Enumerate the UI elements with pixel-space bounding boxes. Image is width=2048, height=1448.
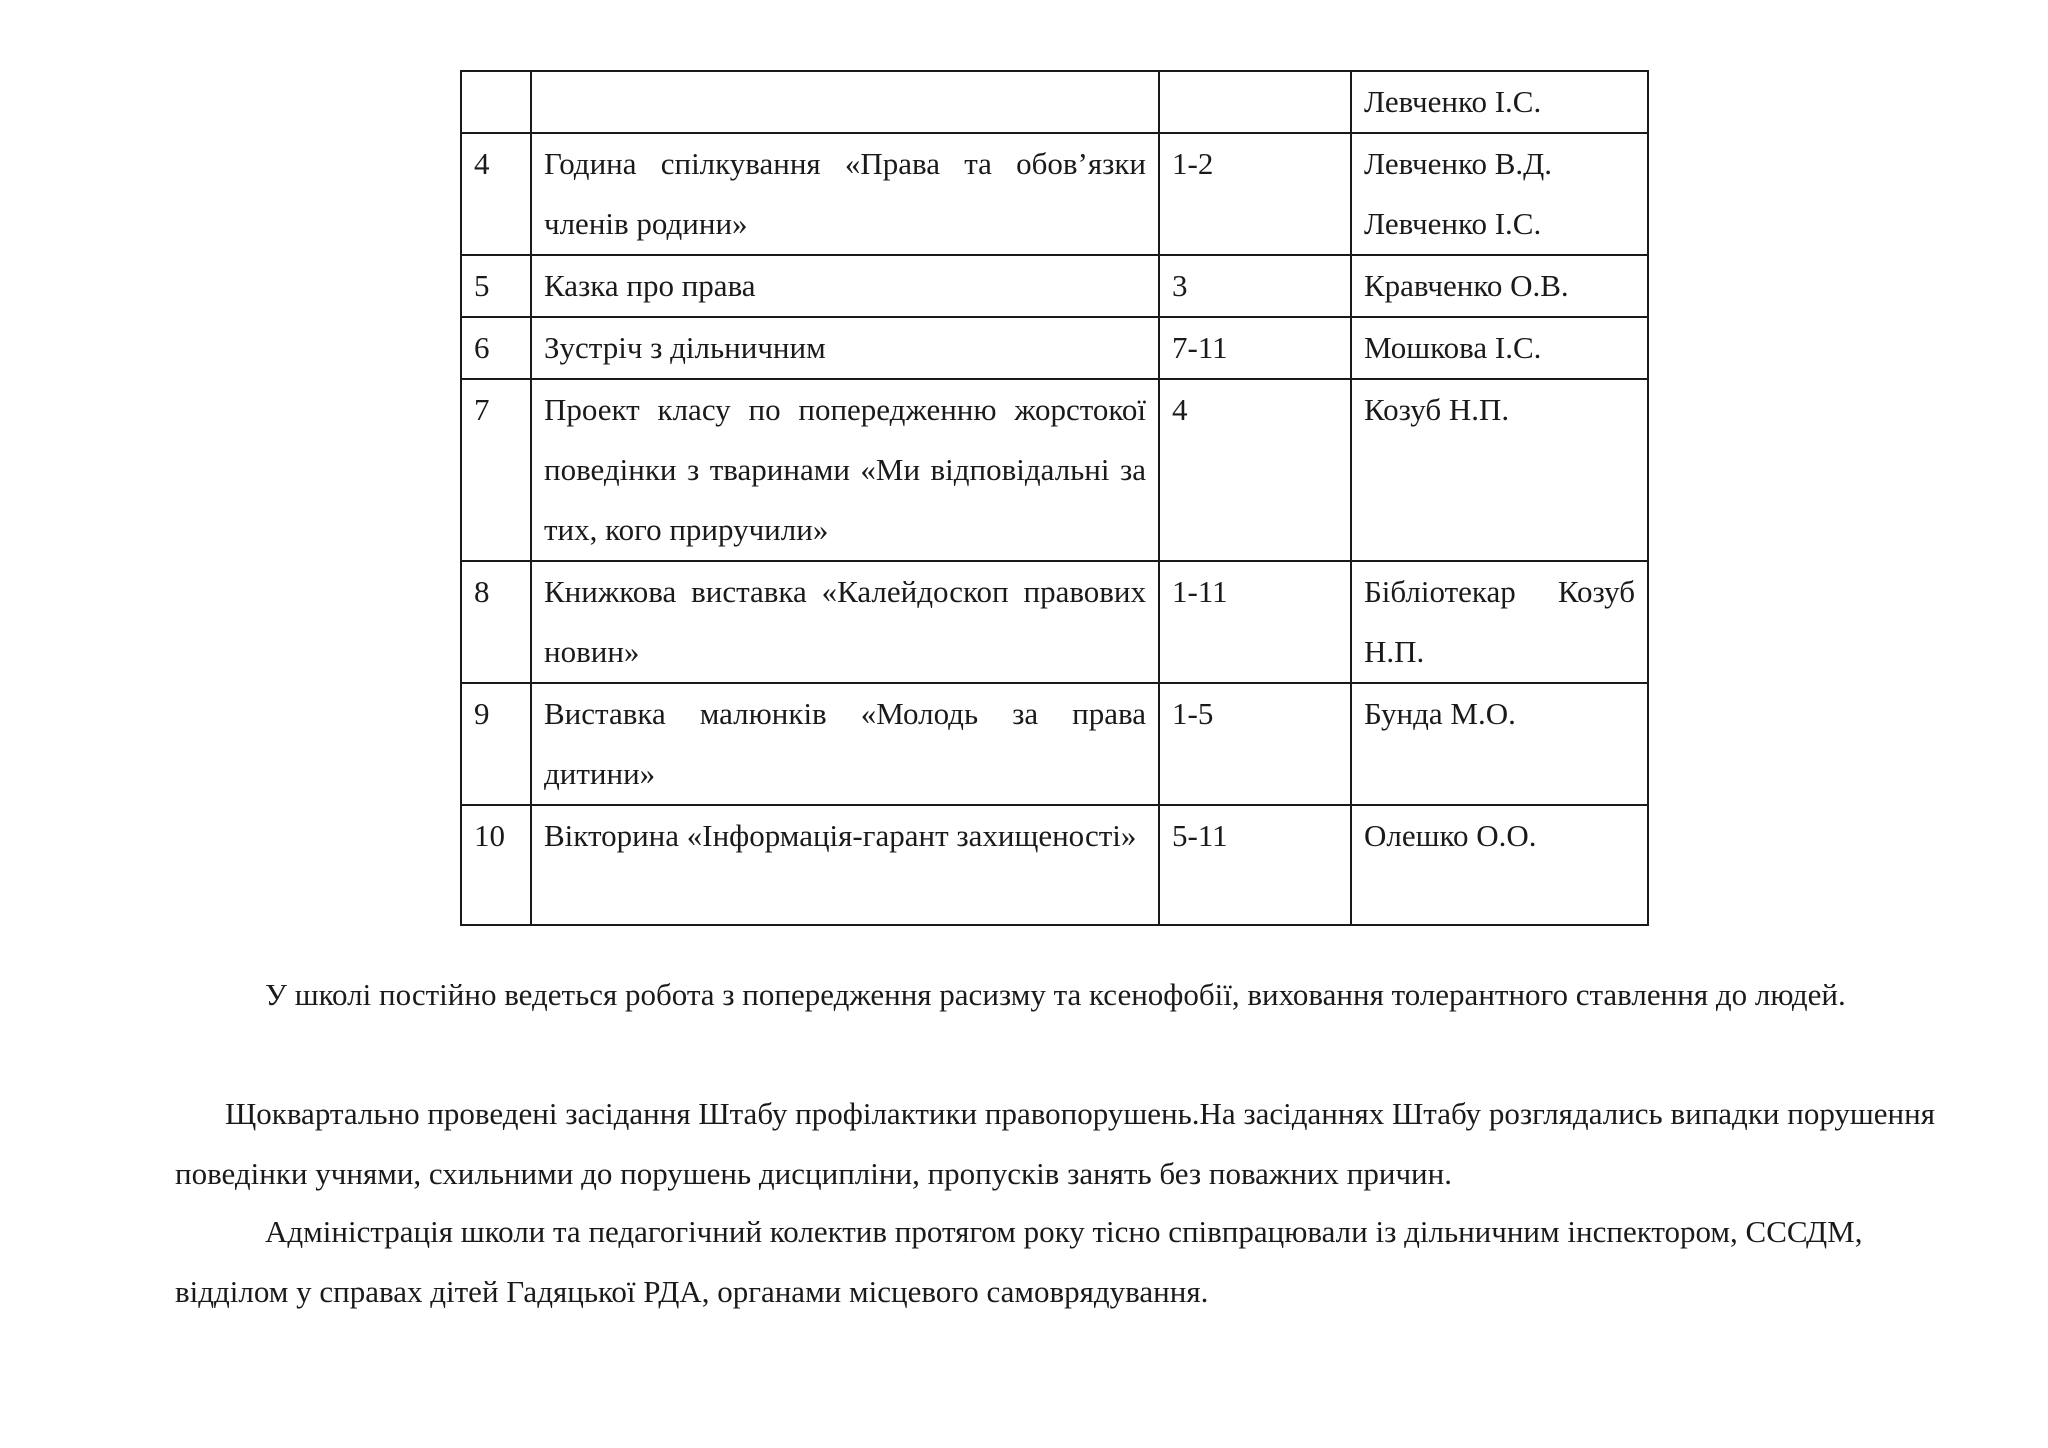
class-range: 1-2 bbox=[1159, 133, 1351, 255]
row-number: 10 bbox=[461, 805, 531, 925]
responsible-person: Бунда М.О. bbox=[1351, 683, 1648, 805]
responsible-person: Олешко О.О. bbox=[1351, 805, 1648, 925]
paragraph-racism-prevention: У школі постійно ведеться робота з попередження расизму та ксенофобії, виховання толерантного ставлення до людей. bbox=[265, 977, 1846, 1012]
table-row bbox=[461, 379, 1648, 561]
responsible-person: Козуб Н.П. bbox=[1351, 379, 1648, 561]
responsible-person: Кравченко О.В. bbox=[1351, 255, 1648, 317]
paragraph-cooperation: Адміністрація школи та педагогічний колектив протягом року тісно співпрацювали із дільничним інспектором, СССДМ, відділом у справах дітей Гадяцької РДА, органами місцевого самоврядування. bbox=[175, 1214, 1863, 1309]
table-row bbox=[461, 561, 1648, 683]
class-range: 7-11 bbox=[1159, 317, 1351, 379]
table-row bbox=[461, 133, 1648, 255]
table-row bbox=[461, 683, 1648, 805]
events-table bbox=[460, 70, 1649, 926]
row-number: 8 bbox=[461, 561, 531, 683]
table-row bbox=[461, 255, 1648, 317]
table-row bbox=[461, 805, 1648, 925]
class-range: 3 bbox=[1159, 255, 1351, 317]
class-range bbox=[1159, 71, 1351, 133]
class-range: 1-5 bbox=[1159, 683, 1351, 805]
event-title: Виставка малюнків «Молодь за права дитини» bbox=[531, 683, 1159, 805]
event-title: Година спілкування «Права та обов’язки членів родини» bbox=[531, 133, 1159, 255]
event-title: Зустріч з дільничним bbox=[531, 317, 1159, 379]
event-title bbox=[531, 71, 1159, 133]
class-range: 5-11 bbox=[1159, 805, 1351, 925]
paragraph-staff-meetings: Щоквартально проведені засідання Штабу профілактики правопорушень.На засіданнях Штабу розглядались випадки порушення поведінки учнями, схильними до порушень дисципліни, пропусків занять без поважних причин. bbox=[175, 1096, 1935, 1191]
row-number: 9 bbox=[461, 683, 531, 805]
class-range: 1-11 bbox=[1159, 561, 1351, 683]
event-title: Книжкова виставка «Калейдоскоп правових новин» bbox=[531, 561, 1159, 683]
table-row bbox=[461, 317, 1648, 379]
row-number bbox=[461, 71, 531, 133]
row-number: 6 bbox=[461, 317, 531, 379]
row-number: 4 bbox=[461, 133, 531, 255]
row-number: 7 bbox=[461, 379, 531, 561]
row-number: 5 bbox=[461, 255, 531, 317]
responsible-person: Бібліотекар Козуб Н.П. bbox=[1351, 561, 1648, 683]
event-title: Вікторина «Інформація-гарант захищеності» bbox=[531, 805, 1159, 925]
responsible-person: Левченко І.С. bbox=[1351, 71, 1648, 133]
responsible-person: Левченко В.Д. Левченко І.С. bbox=[1351, 133, 1648, 255]
table-row bbox=[461, 71, 1648, 133]
class-range: 4 bbox=[1159, 379, 1351, 561]
event-title: Казка про права bbox=[531, 255, 1159, 317]
responsible-person: Мошкова І.С. bbox=[1351, 317, 1648, 379]
event-title: Проект класу по попередженню жорстокої поведінки з тваринами «Ми відповідальні за тих, кого приручили» bbox=[531, 379, 1159, 561]
